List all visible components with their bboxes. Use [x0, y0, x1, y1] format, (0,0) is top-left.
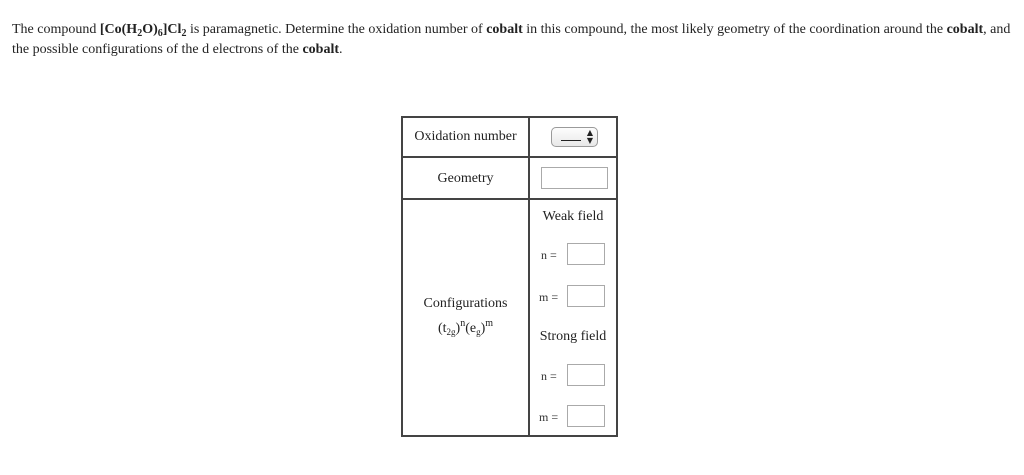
select-placeholder-line: [561, 140, 581, 141]
strong-n-input[interactable]: [567, 364, 605, 386]
table-divider: [528, 118, 530, 435]
strong-m-input[interactable]: [567, 405, 605, 427]
table-divider: [403, 198, 616, 200]
oxidation-number-select[interactable]: [551, 127, 598, 147]
formula-part: O): [142, 22, 158, 37]
oxidation-number-label: Oxidation number: [414, 129, 517, 144]
up-down-arrows-icon: ▲ ▼: [586, 128, 593, 145]
compound-formula: [100, 22, 187, 37]
formula-part: (t: [437, 321, 447, 336]
strong-field-label: Strong field: [539, 329, 607, 344]
table-divider: [403, 156, 616, 158]
formula-sup: m: [485, 318, 494, 329]
formula-sub: 2g: [446, 327, 456, 337]
bold-cobalt: cobalt: [946, 22, 984, 37]
bold-cobalt: cobalt: [486, 22, 523, 37]
geometry-label: Geometry: [437, 171, 494, 186]
weak-n-input[interactable]: [567, 243, 605, 265]
strong-n-label: n =: [541, 369, 557, 383]
geometry-input[interactable]: [541, 167, 608, 189]
question-part: .: [339, 42, 343, 57]
question-part: in this compound, the most likely geometry of the coordination around the: [522, 22, 947, 37]
weak-field-label: Weak field: [542, 209, 604, 224]
formula-part: ]Cl: [162, 22, 182, 37]
formula-part: (e: [465, 321, 477, 336]
formula-sub: 2: [137, 28, 143, 39]
strong-m-label: m =: [539, 410, 559, 424]
question-part: , and the possible configurations of the d electrons of the: [12, 22, 1011, 57]
formula-sub: 2: [181, 28, 187, 39]
question-part: is paramagnetic. Determine the oxidation number of: [186, 22, 487, 37]
formula-part: ): [480, 321, 486, 336]
configurations-formula: [403, 318, 528, 337]
formula-part: [Co(H: [99, 22, 138, 37]
formula-sup: n: [460, 318, 466, 329]
bold-cobalt: cobalt: [302, 42, 339, 57]
weak-m-label: m =: [539, 290, 559, 304]
answer-table: [401, 116, 618, 437]
formula-sub: g: [476, 327, 481, 337]
question-text: [12, 20, 1012, 60]
weak-n-label: n =: [541, 248, 557, 262]
question-part: The compound: [12, 22, 100, 37]
formula-sub: 6: [157, 28, 163, 39]
configurations-label: Configurations: [423, 296, 508, 311]
formula-part: ): [455, 321, 461, 336]
weak-m-input[interactable]: [567, 285, 605, 307]
